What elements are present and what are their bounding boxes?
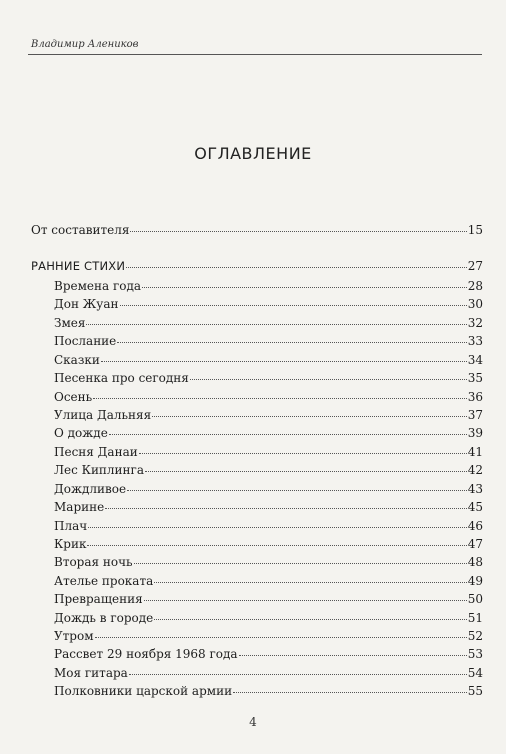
toc-entry-label: Песня Данаи — [54, 444, 138, 459]
toc-entry — [54, 536, 483, 552]
toc-entry-page: 36 — [467, 389, 483, 404]
toc-entry — [54, 518, 483, 534]
toc-entry — [54, 573, 483, 589]
toc-entry-page: 37 — [467, 407, 483, 422]
toc-entry-page: 53 — [467, 647, 483, 662]
toc-entry-label: Плач — [54, 518, 88, 533]
toc-entry — [54, 389, 483, 405]
toc-entry-label: Сказки — [54, 352, 100, 367]
leader-dots — [105, 508, 466, 509]
leader-dots — [144, 600, 467, 601]
leader-dots — [120, 305, 467, 306]
toc-entry-page: 35 — [467, 371, 483, 386]
toc-entry — [54, 333, 483, 349]
leader-dots — [190, 379, 467, 380]
toc-entry-label: Змея — [54, 315, 86, 330]
toc-entry-intro — [31, 222, 483, 238]
toc-entry-page: 43 — [467, 481, 483, 496]
toc-entry — [54, 462, 483, 478]
toc-title: ОГЛАВЛЕНИЕ — [194, 144, 312, 163]
leader-dots — [154, 582, 466, 583]
toc-entry-page: 46 — [467, 518, 483, 533]
toc-entry-label: Песенка про сегодня — [54, 371, 189, 386]
toc-entry-label: Моя гитара — [54, 665, 128, 680]
toc-entry-label: Дождливое — [54, 481, 127, 496]
toc-entry-label: Превращения — [54, 592, 143, 607]
toc-entry-page: 55 — [467, 684, 483, 699]
toc-entry-page: 54 — [467, 665, 483, 680]
leader-dots — [95, 637, 467, 638]
header-rule — [28, 54, 482, 55]
toc-entry — [54, 554, 483, 570]
leader-dots — [101, 361, 467, 362]
leader-dots — [109, 434, 467, 435]
toc-entry-label: Ателье проката — [54, 573, 154, 588]
leader-dots — [117, 342, 466, 343]
running-header-author: Владимир Алеников — [31, 39, 139, 50]
toc-entry — [54, 683, 483, 699]
toc-entry-page: 33 — [467, 334, 483, 349]
toc-entry — [54, 278, 483, 294]
toc-section-label: РАННИЕ СТИХИ — [31, 259, 126, 273]
toc-entry — [54, 610, 483, 626]
toc-entry-page: 51 — [467, 610, 483, 625]
toc-entry-page: 47 — [467, 536, 483, 551]
leader-dots — [134, 563, 467, 564]
page-number: 4 — [249, 715, 257, 729]
toc-entry-page: 32 — [467, 315, 483, 330]
toc-entry-label: Марине — [54, 500, 105, 514]
leader-dots — [129, 674, 467, 675]
toc-entry — [54, 444, 483, 460]
leader-dots — [93, 398, 467, 399]
toc-entry-label: Улица Дальняя — [54, 407, 152, 422]
toc-entry-page: 48 — [467, 555, 483, 570]
toc-entry-page: 34 — [467, 352, 483, 367]
toc-entry-label: От составителя — [31, 223, 130, 237]
leader-dots — [152, 416, 467, 417]
leader-dots — [154, 619, 466, 620]
toc-entry-page: 45 — [467, 500, 483, 514]
toc-entry-label: Дон Жуан — [54, 297, 119, 312]
toc-entry — [54, 425, 483, 441]
leader-dots — [145, 471, 467, 472]
toc-entry-label: Послание — [54, 334, 117, 349]
leader-dots — [142, 287, 467, 288]
toc-entry-page: 42 — [467, 463, 483, 478]
leader-dots — [126, 267, 467, 268]
toc-entry-label: Времена года — [54, 279, 142, 293]
toc-entry — [54, 646, 483, 662]
toc-entry — [54, 665, 483, 681]
leader-dots — [139, 453, 467, 454]
toc-entry-label: Полковники царской армии — [54, 684, 233, 699]
toc-entry-page: 50 — [467, 592, 483, 607]
toc-entry — [54, 591, 483, 607]
leader-dots — [127, 490, 467, 491]
leader-dots — [86, 324, 466, 325]
toc-entry — [54, 628, 483, 644]
toc-entry — [54, 370, 483, 386]
toc-entry-label: Крик — [54, 536, 87, 551]
leader-dots — [130, 231, 466, 232]
toc-entry-label: Утром — [54, 629, 94, 643]
toc-entry-label: Лес Киплинга — [54, 463, 144, 478]
leader-dots — [239, 655, 467, 656]
toc-entry-page: 15 — [467, 223, 483, 237]
toc-section-page: 27 — [467, 259, 483, 273]
toc-entry-label: Вторая ночь — [54, 555, 133, 570]
toc-entry-page: 30 — [467, 297, 483, 312]
toc-entry-label: Дождь в городе — [54, 610, 154, 625]
leader-dots — [233, 692, 467, 693]
toc-entry-label: Осень — [54, 389, 93, 404]
leader-dots — [88, 527, 467, 528]
leader-dots — [87, 545, 466, 546]
toc-entry-page: 52 — [467, 629, 483, 643]
toc-entry — [54, 407, 483, 423]
toc-section-early-poems — [31, 258, 483, 274]
toc-entry-page: 41 — [467, 444, 483, 459]
toc-entry — [54, 352, 483, 368]
toc-entry-label: О дожде — [54, 426, 108, 441]
toc-entry — [54, 315, 483, 331]
toc-entry-page: 28 — [467, 279, 483, 293]
toc-entry — [54, 481, 483, 497]
toc-entry-label: Рассвет 29 ноября 1968 года — [54, 647, 238, 662]
toc-entry-page: 39 — [467, 426, 483, 441]
toc-entry — [54, 296, 483, 312]
toc-entry-page: 49 — [467, 573, 483, 588]
toc-entry — [54, 499, 483, 515]
